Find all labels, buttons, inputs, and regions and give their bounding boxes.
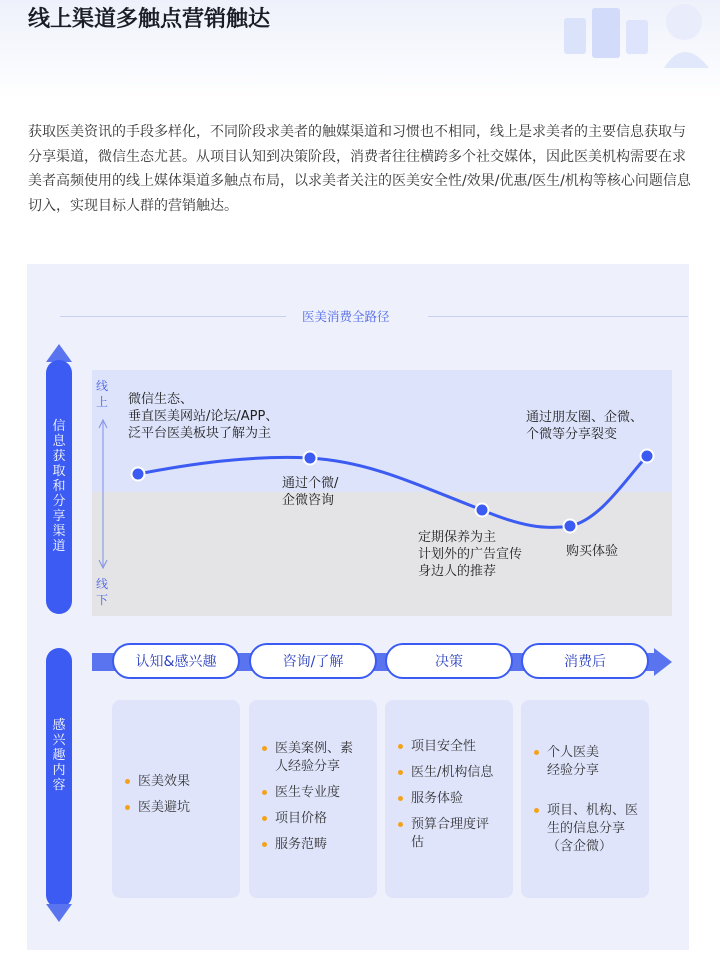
list-item: 项目价格 [249, 810, 377, 828]
stage-post-purchase: 消费后 [521, 643, 649, 679]
title-rule-left [60, 316, 286, 317]
list-item: 项目安全性 [385, 738, 513, 756]
offline-label: 线下 [96, 577, 109, 607]
touchpoint-label-3: 定期保养为主 计划外的广告宣传 身边人的推荐 [418, 530, 523, 579]
path-title: 医美消费全路径 [302, 309, 390, 324]
touchpoint-label-2: 通过个微/ 企微咨询 [282, 476, 339, 508]
list-item: 个人医美经验分享 [521, 744, 611, 780]
axis-arrow-down-icon [46, 904, 72, 922]
channel-axis-label: 信息获取和分享渠道 [52, 419, 66, 554]
list-item: 医美案例、素人经验分享 [249, 740, 359, 776]
intro-paragraph: 获取医美资讯的手段多样化，不同阶段求美者的触媒渠道和习惯也不相同，线上是求美者的主要信息获取与分享渠道，微信生态尤甚。从项目认知到决策阶段，消费者往往横跨多个社交媒体，因此医美机构需要在求美者高频使用的线上媒体渠道多触点布局，以求美者关注的医美安全性/效果/优惠/医生/机构等核心问题信息切入，实现目标人群的营销触达。 [28, 124, 691, 214]
stage-arrow-right-icon [654, 648, 672, 676]
list-item: 预算合理度评估 [385, 816, 491, 852]
interest-card-post-purchase [521, 700, 649, 898]
online-label: 线上 [96, 379, 109, 409]
interest-card-awareness [112, 700, 240, 898]
interest-axis-label: 感兴趣内容 [52, 718, 66, 793]
title-rule-right [428, 316, 688, 317]
stage-decision: 决策 [385, 643, 513, 679]
touchpoint-label-4: 购买体验 [566, 544, 619, 559]
touchpoint-label-1: 微信生态、 垂直医美网站/论坛/APP、 泛平台医美板块了解为主 [128, 392, 279, 441]
list-item: 服务体验 [385, 790, 513, 808]
stage-consult: 咨询/了解 [249, 643, 377, 679]
list-item: 项目、机构、医生的信息分享（含企微） [521, 802, 639, 856]
list-item: 医生专业度 [249, 784, 377, 802]
stage-awareness: 认知&感兴趣 [112, 643, 240, 679]
page-title: 线上渠道多触点营销触达 [28, 7, 271, 32]
interest-card-decision [385, 700, 513, 898]
header-banner [0, 0, 720, 100]
touchpoint-label-5: 通过朋友圈、企微、 个微等分享裂变 [526, 410, 644, 442]
list-item: 医生/机构信息 [385, 764, 513, 782]
list-item: 医美避坑 [112, 799, 240, 817]
list-item: 服务范畴 [249, 836, 377, 854]
interest-card-consult [249, 700, 377, 898]
list-item: 医美效果 [112, 773, 240, 791]
decorative-illustration [564, 0, 714, 70]
